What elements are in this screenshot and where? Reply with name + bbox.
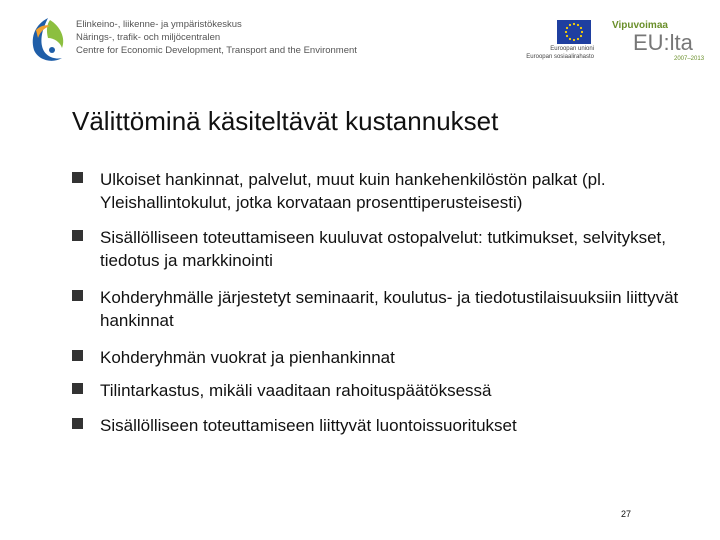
list-item-text: Kohderyhmän vuokrat ja pienhankinnat bbox=[100, 348, 395, 367]
eu-caption-line-2: Euroopan sosiaalirahasto bbox=[526, 54, 594, 60]
slide-header bbox=[0, 0, 720, 80]
list-item-text: Sisällölliseen toteuttamiseen liittyvät luontoissuoritukset bbox=[100, 416, 517, 435]
page-number: 27 bbox=[621, 509, 632, 519]
org-name-fi: Elinkeino-, liikenne- ja ympäristökeskus bbox=[76, 19, 242, 30]
square-bullet-icon bbox=[72, 350, 83, 361]
slide-title: Välittöminä käsiteltävät kustannukset bbox=[72, 106, 499, 136]
ely-logo-icon bbox=[26, 16, 70, 66]
eu-caption bbox=[514, 45, 594, 61]
square-bullet-icon bbox=[72, 172, 83, 183]
vipuvoimaa-eu-logo: EU:lta bbox=[633, 30, 693, 55]
eu-flag-icon bbox=[557, 20, 591, 44]
eu-caption-line-1: Euroopan unioni bbox=[550, 46, 594, 52]
list-item-text: Ulkoiset hankinnat, palvelut, muut kuin hankehenkilöstön palkat (pl. Yleishallintokulut, jotka korvataan prosenttiperusteisesti) bbox=[100, 170, 606, 212]
org-name-sv: Närings-, trafik- och miljöcentralen bbox=[76, 32, 221, 43]
list-item-text: Tilintarkastus, mikäli vaaditaan rahoituspäätöksessä bbox=[100, 381, 492, 400]
square-bullet-icon bbox=[72, 230, 83, 241]
org-name-en: Centre for Economic Development, Transport and the Environment bbox=[76, 45, 357, 56]
square-bullet-icon bbox=[72, 383, 83, 394]
vipuvoimaa-period: 2007–2013 bbox=[674, 56, 705, 62]
vipuvoimaa-title: Vipuvoimaa bbox=[612, 20, 668, 31]
organization-names bbox=[76, 18, 357, 57]
list-item-text: Kohderyhmälle järjestetyt seminaarit, koulutus- ja tiedotustilaisuuksiin liittyvät hankinnat bbox=[100, 288, 679, 330]
square-bullet-icon bbox=[72, 290, 83, 301]
square-bullet-icon bbox=[72, 418, 83, 429]
list-item-text: Sisällölliseen toteuttamiseen kuuluvat ostopalvelut: tutkimukset, selvitykset, tiedotus ja markkinointi bbox=[100, 228, 666, 270]
